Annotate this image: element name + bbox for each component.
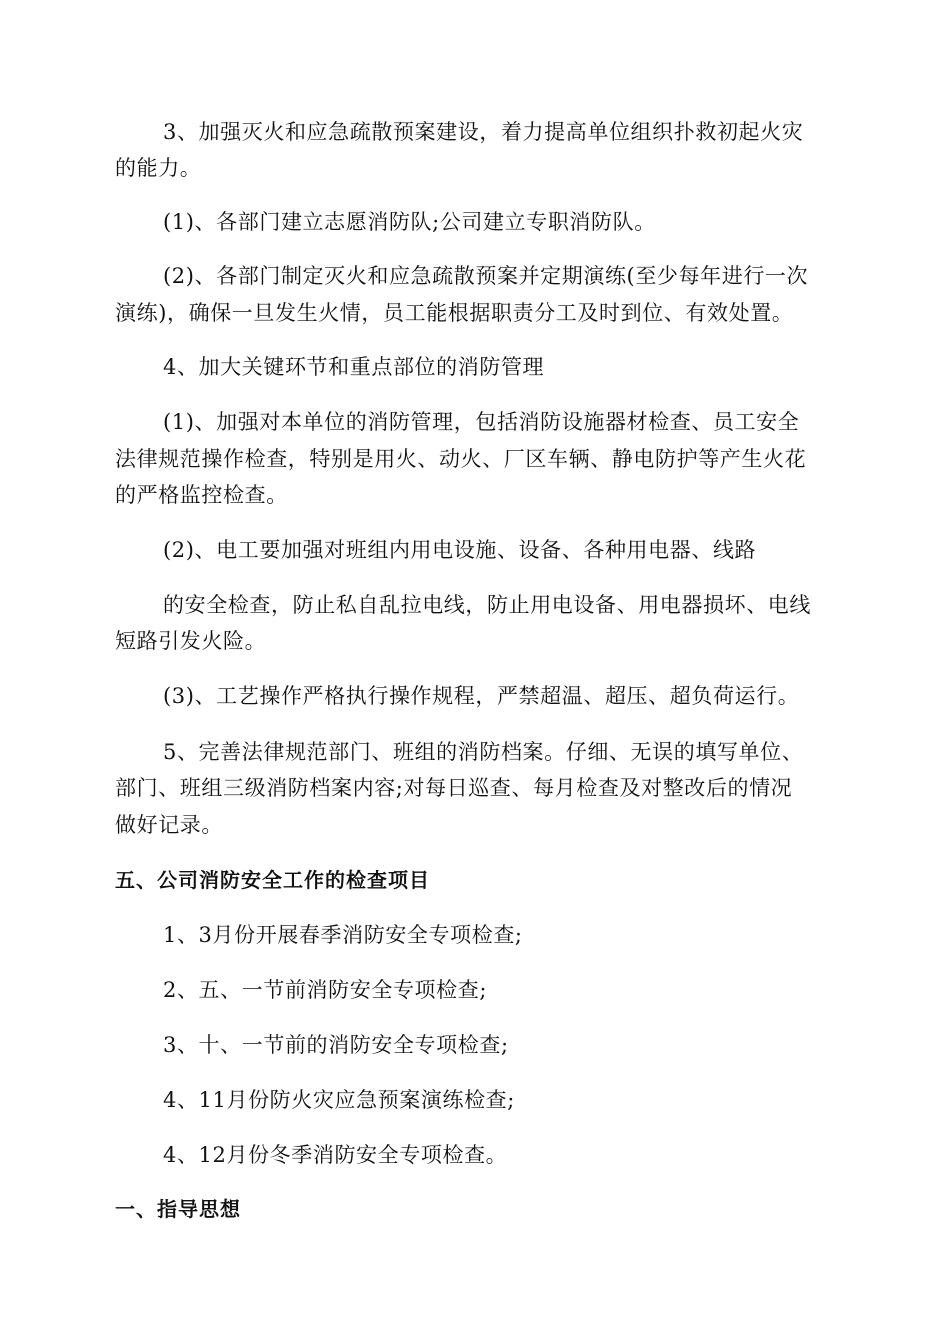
paragraph-line: 的严格监控检查。: [115, 483, 288, 507]
list-item: 1、3月份开展春季消防安全专项检查;: [163, 923, 523, 947]
paragraph-line: (3)、工艺操作严格执行操作规程，严禁超温、超压、超负荷运行。: [163, 684, 800, 708]
section-heading: 五、公司消防安全工作的检查项目: [115, 868, 430, 892]
list-item: 4、12月份冬季消防安全专项检查。: [163, 1143, 508, 1167]
paragraph-line: 法律规范操作检查，特别是用火、动火、厂区车辆、静电防护等产生火花: [115, 447, 807, 471]
section-heading: 一、指导思想: [115, 1197, 241, 1221]
paragraph-line: 4、加大关键环节和重点部位的消防管理: [163, 355, 545, 379]
paragraph-line: 短路引发火险。: [115, 629, 267, 653]
list-item: 3、十、一节前的消防安全专项检查;: [163, 1033, 509, 1057]
list-item: 4、11月份防火灾应急预案演练检查;: [163, 1088, 515, 1112]
paragraph-line: 的能力。: [115, 156, 202, 180]
paragraph-line: 部门、班组三级消防档案内容;对每日巡查、每月检查及对整改后的情况: [115, 776, 793, 800]
paragraph-line: 做好记录。: [115, 813, 223, 837]
paragraph-line: 3、加强灭火和应急疏散预案建设，着力提高单位组织扑救初起火灾: [163, 120, 804, 144]
paragraph-line: (1)、加强对本单位的消防管理，包括消防设施器材检查、员工安全: [163, 410, 800, 434]
paragraph-line: 5、完善法律规范部门、班组的消防档案。仔细、无误的填写单位、: [163, 740, 804, 764]
paragraph-line: 的安全检查，防止私自乱拉电线，防止用电设备、用电器损坏、电线: [163, 593, 811, 617]
list-item: 2、五、一节前消防安全专项检查;: [163, 978, 488, 1002]
paragraph-line: (2)、电工要加强对班组内用电设施、设备、各种用电器、线路: [163, 538, 757, 562]
paragraph-line: 演练)，确保一旦发生火情，员工能根据职责分工及时到位、有效处置。: [115, 301, 794, 325]
paragraph-line: (1)、各部门建立志愿消防队;公司建立专职消防队。: [163, 210, 656, 234]
paragraph-line: (2)、各部门制定灭火和应急疏散预案并定期演练(至少每年进行一次: [163, 264, 809, 288]
